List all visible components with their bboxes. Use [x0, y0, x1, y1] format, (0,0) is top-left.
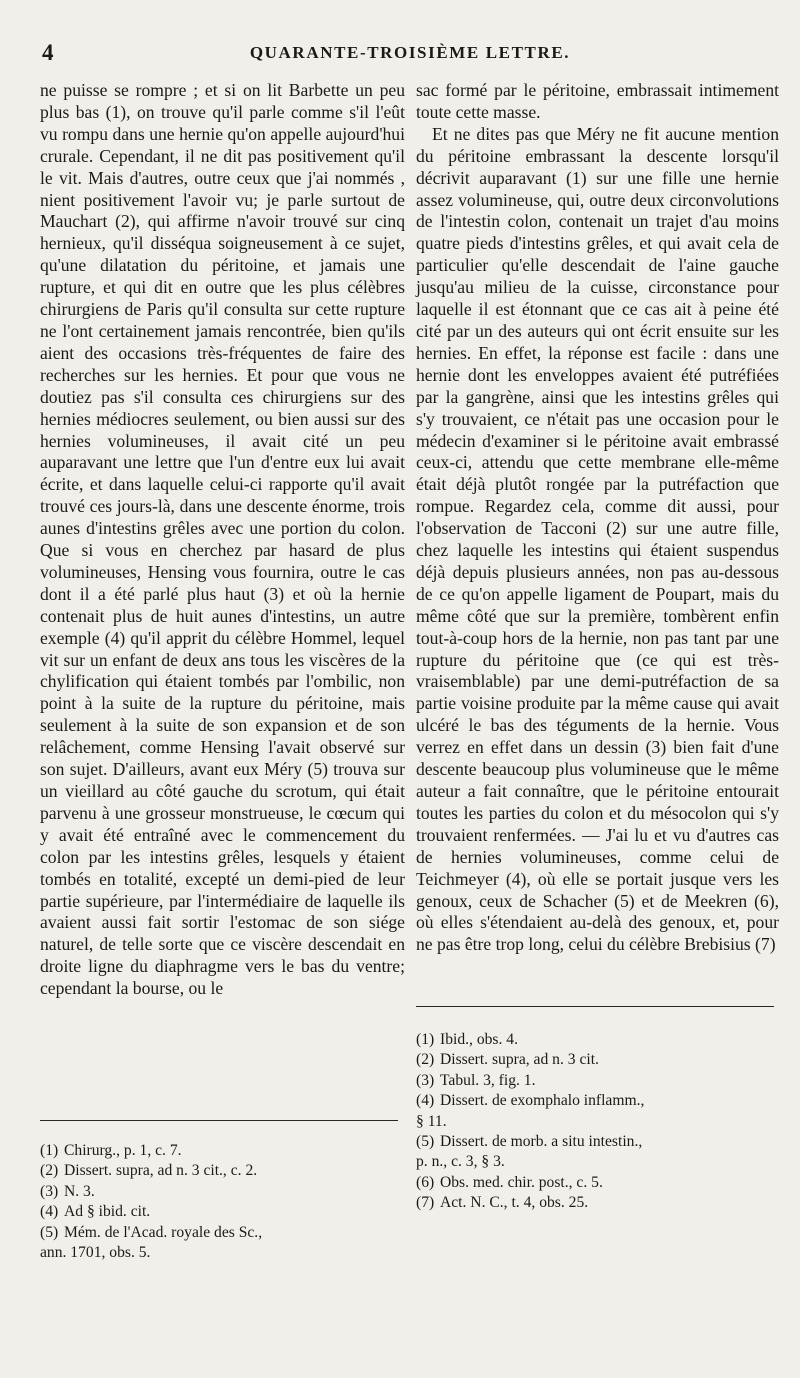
- footnote: [40, 1202, 400, 1222]
- footnote: [416, 1050, 778, 1070]
- footnote-number: (4): [416, 1092, 435, 1110]
- footnote-continuation: ann. 1701, obs. 5.: [40, 1244, 151, 1262]
- footnote: [40, 1223, 400, 1243]
- footnote-number: (6): [416, 1173, 435, 1191]
- footnote-number: (1): [416, 1031, 435, 1048]
- footnote-number: (5): [40, 1223, 59, 1241]
- footnote-number: (1): [40, 1142, 59, 1159]
- footnote-text: N. 3.: [64, 1182, 95, 1200]
- footnote-text: Ibid., obs. 4.: [440, 1031, 518, 1048]
- footnotes-left: [40, 1141, 400, 1263]
- footnote: [40, 1182, 400, 1202]
- footnote: [40, 1161, 400, 1181]
- footnotes-right: [416, 1030, 778, 1214]
- footnote: [416, 1173, 778, 1193]
- right-paragraph-2: Et ne dites pas que Méry ne fit aucune mention du péritoine embrassant la descente lorsqu'il décrivit auparavant (1) sur une fille une hernie assez volumineuse, qui, outre deux circonvolutions de l'intestin colon, contenait un trajet d'au moins quatre pieds d'intestins grêles, et qui avait cela de particulier qu'elle descendait de l'aine gauche jusqu'au milieu de la cuisse, circonstance pour laquelle il est étonnant que ce cas ait à peine été cité par un des auteurs qui ont écrit ensuite sur les hernies. En effet, la réponse est facile : dans une hernie dont les enveloppes avaient été putréfiées par la gangrène, ainsi que les intestins grêles qui s'y trouvaient, ce n'était pas une occasion pour le médecin d'examiner si le péritoine avait embrassé ceux-ci, attendu que cette membrane elle-même était déjà plutôt rongée par la putréfaction que rompue. Regardez cela, comme dit aussi, pour l'observation de Tacconi (2) sur une autre fille, chez laquelle les intestins qui étaient suspendus déjà depuis plusieurs années, non pas au-dessous de ce qu'on appelle ligament de Poupart, mais du même côté que sur la première, tombèrent enfin tout-à-coup hors de la hernie, non pas tant par une rupture du péritoine que (ce qui est très-vraisemblable) par une demi-putréfaction de sa partie voisine produite par la même cause qui avait ulcéré le bas des téguments de la hernie. Vous verrez en effet dans un dessin (3) bien fait d'une descente beaucoup plus volumineuse que le même auteur a fait connaître, que le péritoine entourait toutes les parties du colon et du mésocolon qui s'y trouvaient renfermées. — J'ai lu et vu d'autres cas de hernies volumineuses, comme celui de Teichmeyer (4), où elle se portait jusque vers les genoux, ceux de Schacher (5) et de Meekren (6), où elles s'étendaient au-delà des genoux, et, pour ne pas être trop long, celui du célèbre Brebisius (7): [416, 123, 779, 955]
- footnote: [416, 1193, 778, 1213]
- page-number: 4: [42, 40, 54, 65]
- footnote-divider-right: [416, 1006, 774, 1007]
- footnote-number: (2): [40, 1162, 59, 1180]
- footnote-text: Dissert. supra, ad n. 3 cit.: [440, 1051, 599, 1069]
- right-column: [416, 80, 779, 956]
- footnote-number: (3): [40, 1182, 59, 1200]
- footnote-number: (5): [416, 1133, 435, 1151]
- footnote: [416, 1030, 778, 1050]
- footnote-text: Dissert. supra, ad n. 3 cit., c. 2.: [64, 1162, 258, 1180]
- footnote-text: Obs. med. chir. post., c. 5.: [440, 1173, 603, 1191]
- footnote-continuation: p. n., c. 3, § 3.: [416, 1153, 505, 1171]
- running-title: QUARANTE-TROISIÈME LETTRE.: [249, 43, 571, 62]
- footnote-divider-left: [40, 1120, 398, 1121]
- footnote: [416, 1071, 778, 1091]
- page-header: [40, 40, 780, 70]
- footnote: [416, 1091, 778, 1111]
- right-paragraph-1: sac formé par le péritoine, embrassait intimement toute cette masse.: [416, 80, 779, 122]
- footnote-number: (2): [416, 1051, 435, 1069]
- footnote-text: Dissert. de exomphalo inflamm.,: [440, 1092, 645, 1110]
- footnote-number: (3): [416, 1071, 435, 1089]
- footnote-text: Chirurg., p. 1, c. 7.: [64, 1142, 182, 1159]
- footnote-text: Act. N. C., t. 4, obs. 25.: [440, 1194, 589, 1212]
- footnote-number: (4): [40, 1203, 59, 1221]
- left-column: [40, 80, 405, 1000]
- footnote: [40, 1141, 400, 1161]
- footnote-text: Tabul. 3, fig. 1.: [440, 1071, 536, 1089]
- footnote-text: Mém. de l'Acad. royale des Sc.,: [64, 1223, 263, 1241]
- footnote-text: Ad § ibid. cit.: [64, 1203, 151, 1221]
- footnote-number: (7): [416, 1194, 435, 1212]
- left-paragraph: ne puisse se rompre ; et si on lit Barbette un peu plus bas (1), on trouve qu'il parle comme s'il l'eût vu rompu dans une hernie qu'on appelle aujourd'hui crurale. Cependant, il ne dit pas positivement qu'il le vit. Mais d'autres, outre ceux que j'ai nommés , nient positivement l'avoir vu; je parle surtout de Mauchart (2), qui affirme n'avoir trouvé sur cinq hernieux, qu'il disséqua soigneusement à ce sujet, qu'une dilatation du péritoine, et jamais une rupture, et qui dit en outre que les plus célèbres chirurgiens de Paris qu'il consulta sur cette rupture ne l'ont certainement jamais rencontrée, bien qu'ils aient des occasions très-fréquentes de faire des recherches sur les hernies. Et pour que vous ne doutiez pas s'il consulta ces chirurgiens sur des hernies médiocres seulement, ou bien aussi sur des hernies volumineuses, il avait cité un peu auparavant une lettre que l'un d'entre eux lui avait écrite, et dans laquelle celui-ci rapporte qu'il avait trouvé ces jours-là, dans une descente énorme, trois aunes d'intestins grêles avec une portion du colon. Que si vous en cherchez par hasard de plus volumineuses, Hensing vous fournira, outre le cas dont il a été parlé plus haut (3) et où la hernie contenait plus de huit aunes d'intestins, un autre exemple (4) qu'il apprit du célèbre Hommel, lequel vit sur un enfant de deux ans tous les viscères de la chylification qui étaient tombés par l'ombilic, non point à la suite de la rupture du péritoine, mais seulement à la suite de son expansion et de son relâchement, comme Hensing l'avait observé sur son sujet. D'ailleurs, avant eux Méry (5) trouva sur un vieillard au côté gauche du scrotum, qui était parvenu à une grosseur monstrueuse, le cœcum qui y avait été entraîné avec le commencement du colon par les intestins grêles, lesquels y étaient tombés en totalité, excepté un demi-pied de leur partie supérieure, par l'intermédiaire de laquelle ils avaient aussi fait sortir l'estomac de son siége naturel, de telle sorte que ce viscère descendait en droite ligne du diaphragme vers le bas du ventre; cependant la bourse, ou le: [40, 80, 405, 999]
- footnote-continuation: § 11.: [416, 1112, 447, 1130]
- footnote: [416, 1132, 778, 1152]
- footnote-text: Dissert. de morb. a situ intestin.,: [440, 1133, 643, 1151]
